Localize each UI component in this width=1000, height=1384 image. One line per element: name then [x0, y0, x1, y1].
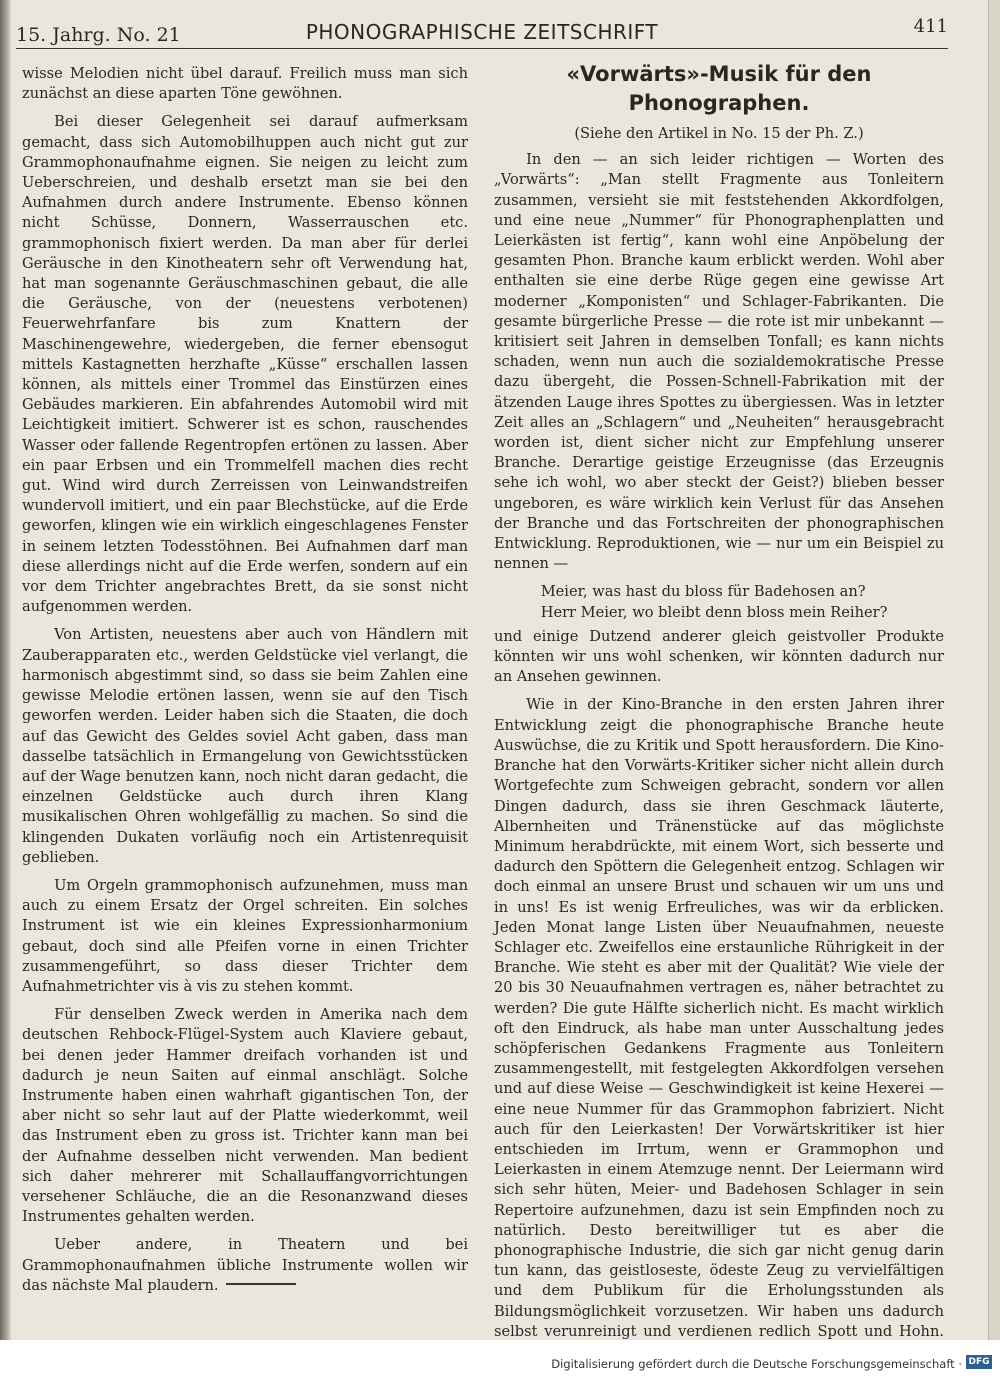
article-title: «Vorwärts»-Musik für den Phonographen. — [566, 62, 872, 115]
dfg-logo-icon: DFG — [966, 1355, 992, 1369]
article-subtitle: (Siehe den Artikel in No. 15 der Ph. Z.) — [574, 125, 864, 142]
section-divider — [226, 1283, 296, 1285]
page-number: 411 — [913, 16, 948, 37]
paragraph: In den — an sich leider richtigen — Worten des „Vorwärts“: „Man stellt Fragmente aus Tonleitern zusammen, versieht sie mit feststehenden Akkordfolgen, und eine neue „Nummer“ für Phonographenplatten und Leierkästen ist fertig“, kann wohl eine Anpöbelung der gesamten Phon. Branche kaum erblickt werden. Wohl aber enthalten sie eine derbe Rüge gegen eine gewisse Art moderner „Komponisten“ und Schlager-Fabrikanten. Die gesamte bürgerliche Presse — die rote ist mir unbekannt — kritisiert seit Jahren in demselben Tonfall; es kann nichts schaden, wenn nun auch die sozialdemokratische Presse dazu übergeht, die Possen-Schnell-Fabrikation mit der ätzenden Lauge ihres Spottes zu übergiessen. Was in letzter Zeit alles an „Schlagern“ und „Neuheiten“ herausgebracht worden ist, dient sicher nicht zur Empfehlung unserer Branche. Derartige geistige Erzeugnisse (das Erzeugnis sehe ich wohl, wo aber steckt der Geist?) blieben besser ungeboren, es wäre wirklich kein Verlust für das Ansehen der Branche und das Fortschreiten der phonographischen Entwicklung. Reproduktionen, wie — nur um ein Beispiel zu nennen — — [494, 151, 944, 573]
paragraph: Wie in der Kino-Branche in den ersten Jahren ihrer Entwicklung zeigt die phonographische Branche heute Auswüchse, die zu Kritik und Spott herausfordern. Die Kino-Branche hat den Vorwärts-Kritiker sicher nicht allein durch Wortgefechte zum Schweigen gebracht, sondern vor allen Dingen dadurch, dass sie ihren Geschmack läuterte, Albernheiten und Tränenstücke auf das möglichste Minimum herabdrückte, mit einem Wort, sich besserte und dadurch den Spöttern die Gelegenheit entzog. Schlagen wir doch einmal an unsere Brust und schauen wir um uns und in uns! Es ist wenig Erfreuliches, was wir da erblicken. Jeden Monat lange Listen über Neuaufnahmen, neueste Schlager etc. Zweifellos eine erstaunliche Rührigkeit in der Branche. Wie steht es aber mit der Qualität? Wie viele der 20 bis 30 Neuaufnahmen vertragen es, näher betrachtet zu werden? Die gute Hälfte sicherlich nicht. Es macht wirklich oft den Eindruck, als habe man unter Ausschaltung jedes schöpferischen Gedankens Fragmente aus Tonleitern zusammengestellt, mit festgelegten Akkordfolgen versehen und auf diese Weise — Geschwindigkeit ist keine Hexerei — eine neue Nummer für das Grammophon fabriziert. Nicht auch für den Leierkasten! Der Vorwärtskritiker ist hier entschieden im Irrtum, wenn er Grammophon und Leierkasten in einem Atemzuge nennt. Der Leiermann wird sich sehr hüten, Meier- und Badehosen Schlager in sein Repertoire aufzunehmen, dazu ist sein Empfinden noch zu natürlich. Desto bereitwilliger tut es aber die phonographische Industrie, die sich gar nicht genug darin tun kann, das geistloseste, ödeste Zeug zu vervielfältigen und dem Publikum für die Erholungsstunden als Bildungsmöglichkeit vorzusetzen. Wir haben uns dadurch selbst verunreinigt und verdienen redlich Spott und Hohn. — [494, 696, 944, 1340]
paragraph: Für denselben Zweck werden in Amerika nach dem deutschen Rehbock-Flügel-System auch Klaviere gebaut, bei denen jeder Hammer dreifach vorhanden ist und dadurch je neun Saiten auf einmal anschlägt. Solche Instrumente haben einen wahrhaft gigantischen Ton, der aber nicht so sehr laut auf der Platte wiederkommt, weil das Instrument eben zu gross ist. Trichter kann man bei der Aufnahme desselben nicht verwenden. Man bedient sich daher mehrerer mit Schallauffangvorrichtungen versehener Schläuche, die an die Resonanzwand dieses Instrumentes gehalten werden. — [22, 1006, 468, 1226]
issue-label: 15. Jahrg. No. 21 — [16, 24, 181, 46]
left-column — [22, 64, 468, 1304]
verse-line: Herr Meier, wo bleibt denn bloss mein Reiher? — [540, 603, 888, 621]
paragraph: Bei dieser Gelegenheit sei darauf aufmerksam gemacht, dass sich Automobilhuppen auch nicht gut zur Grammophonaufnahme eignen. Sie neigen zu leicht zum Ueberschreien, und deshalb ersetzt man sie bei den Aufnahmen durch andere Instrumente. Ebenso können nicht Schüsse, Donnern, Wasserrauschen etc. grammophonisch fixiert werden. Da man aber für derlei Geräusche in den Kinotheatern sehr oft Verwendung hat, hat man sogenannte Geräuschmaschinen gebaut, die alle die Geräusche, von der (neuestens verbotenen) Feuerwehrfanfare bis zum Knattern der Maschinengewehre, wiedergeben, die ferner ebensogut mittels Kastagnetten herzhafte „Küsse“ erschallen lassen können, als mittels einer Trommel das Einstürzen eines Gebäudes markieren. Ein abfahrendes Automobil wird mit Leichtigkeit imitiert. Schwerer ist es schon, rauschendes Wasser oder fallende Regentropfen ertönen zu lassen. Aber ein paar Erbsen und ein Trommelfell machen dies recht gut. Wind wird durch Zerreissen von Leinwandstreifen wundervoll imitiert, und ein paar Blechstücke, auf die Erde geworfen, klingen wie ein wirklich eingeschlagenes Fenster in seinem letzten Todesstöhnen. Bei Aufnahmen darf man diese allerdings nicht auf die Erde werfen, sondern auf ein vor dem Trichter angebrachtes Brett, da sie sonst nicht aufgenommen werden. — [22, 113, 468, 616]
right-column — [494, 60, 944, 1370]
page-header — [16, 14, 948, 49]
paragraph: Ueber andere, in Theatern und bei Grammophonaufnahmen übliche Instrumente wollen wir das nächste Mal plaudern. — [22, 1236, 468, 1294]
paragraph: Um Orgeln grammophonisch aufzunehmen, muss man auch zu einem Ersatz der Orgel schreiten. Ein solches Instrument ist wie ein kleines Expressionharmonium gebaut, doch sind alle Pfeifen vorne in einen Trichter zusammengeführt, so dass dieser Trichter dem Aufnahmetrichter vis à vis zu stehen kommt. — [22, 876, 468, 995]
paragraph: Von Artisten, neuestens aber auch von Händlern mit Zauberapparaten etc., werden Geldstücke viel verlangt, die harmonisch abgestimmt sind, so dass sie beim Zahlen eine gewisse Melodie ertönen lassen, wenn sie auf den Tisch geworfen werden. Leider haben sich die Staaten, die doch auf das Gewicht des Geldes soviel Acht gaben, dass man dasselbe tatsächlich in Ermangelung von Gewichtsstücken auf der Wage benutzen kann, noch nicht daran gedacht, die einzelnen Geldstücke auch durch ihren Klang musikalischen Ohren wohlgefällig zu machen. So sind die klingenden Dukaten vorläufig noch ein Artistenrequisit geblieben. — [22, 626, 468, 866]
journal-title: PHONOGRAPHISCHE ZEITSCHRIFT — [305, 20, 659, 44]
paragraph: und einige Dutzend anderer gleich geistvoller Produkte könnten wir uns wohl schenken, wir könnten dadurch nur an Ansehen gewinnen. — [494, 627, 944, 686]
paragraph: wisse Melodien nicht übel darauf. Freilich muss man sich zunächst an diese aparten Töne gewöhnen. — [22, 65, 468, 103]
book-gutter — [0, 0, 11, 1340]
footer-credit: Digitalisierung gefördert durch die Deutsche Forschungsgemeinschaft · — [551, 1357, 962, 1371]
verse-line: Meier, was hast du bloss für Badehosen an? — [540, 583, 866, 601]
digitization-footer — [0, 1340, 1000, 1384]
